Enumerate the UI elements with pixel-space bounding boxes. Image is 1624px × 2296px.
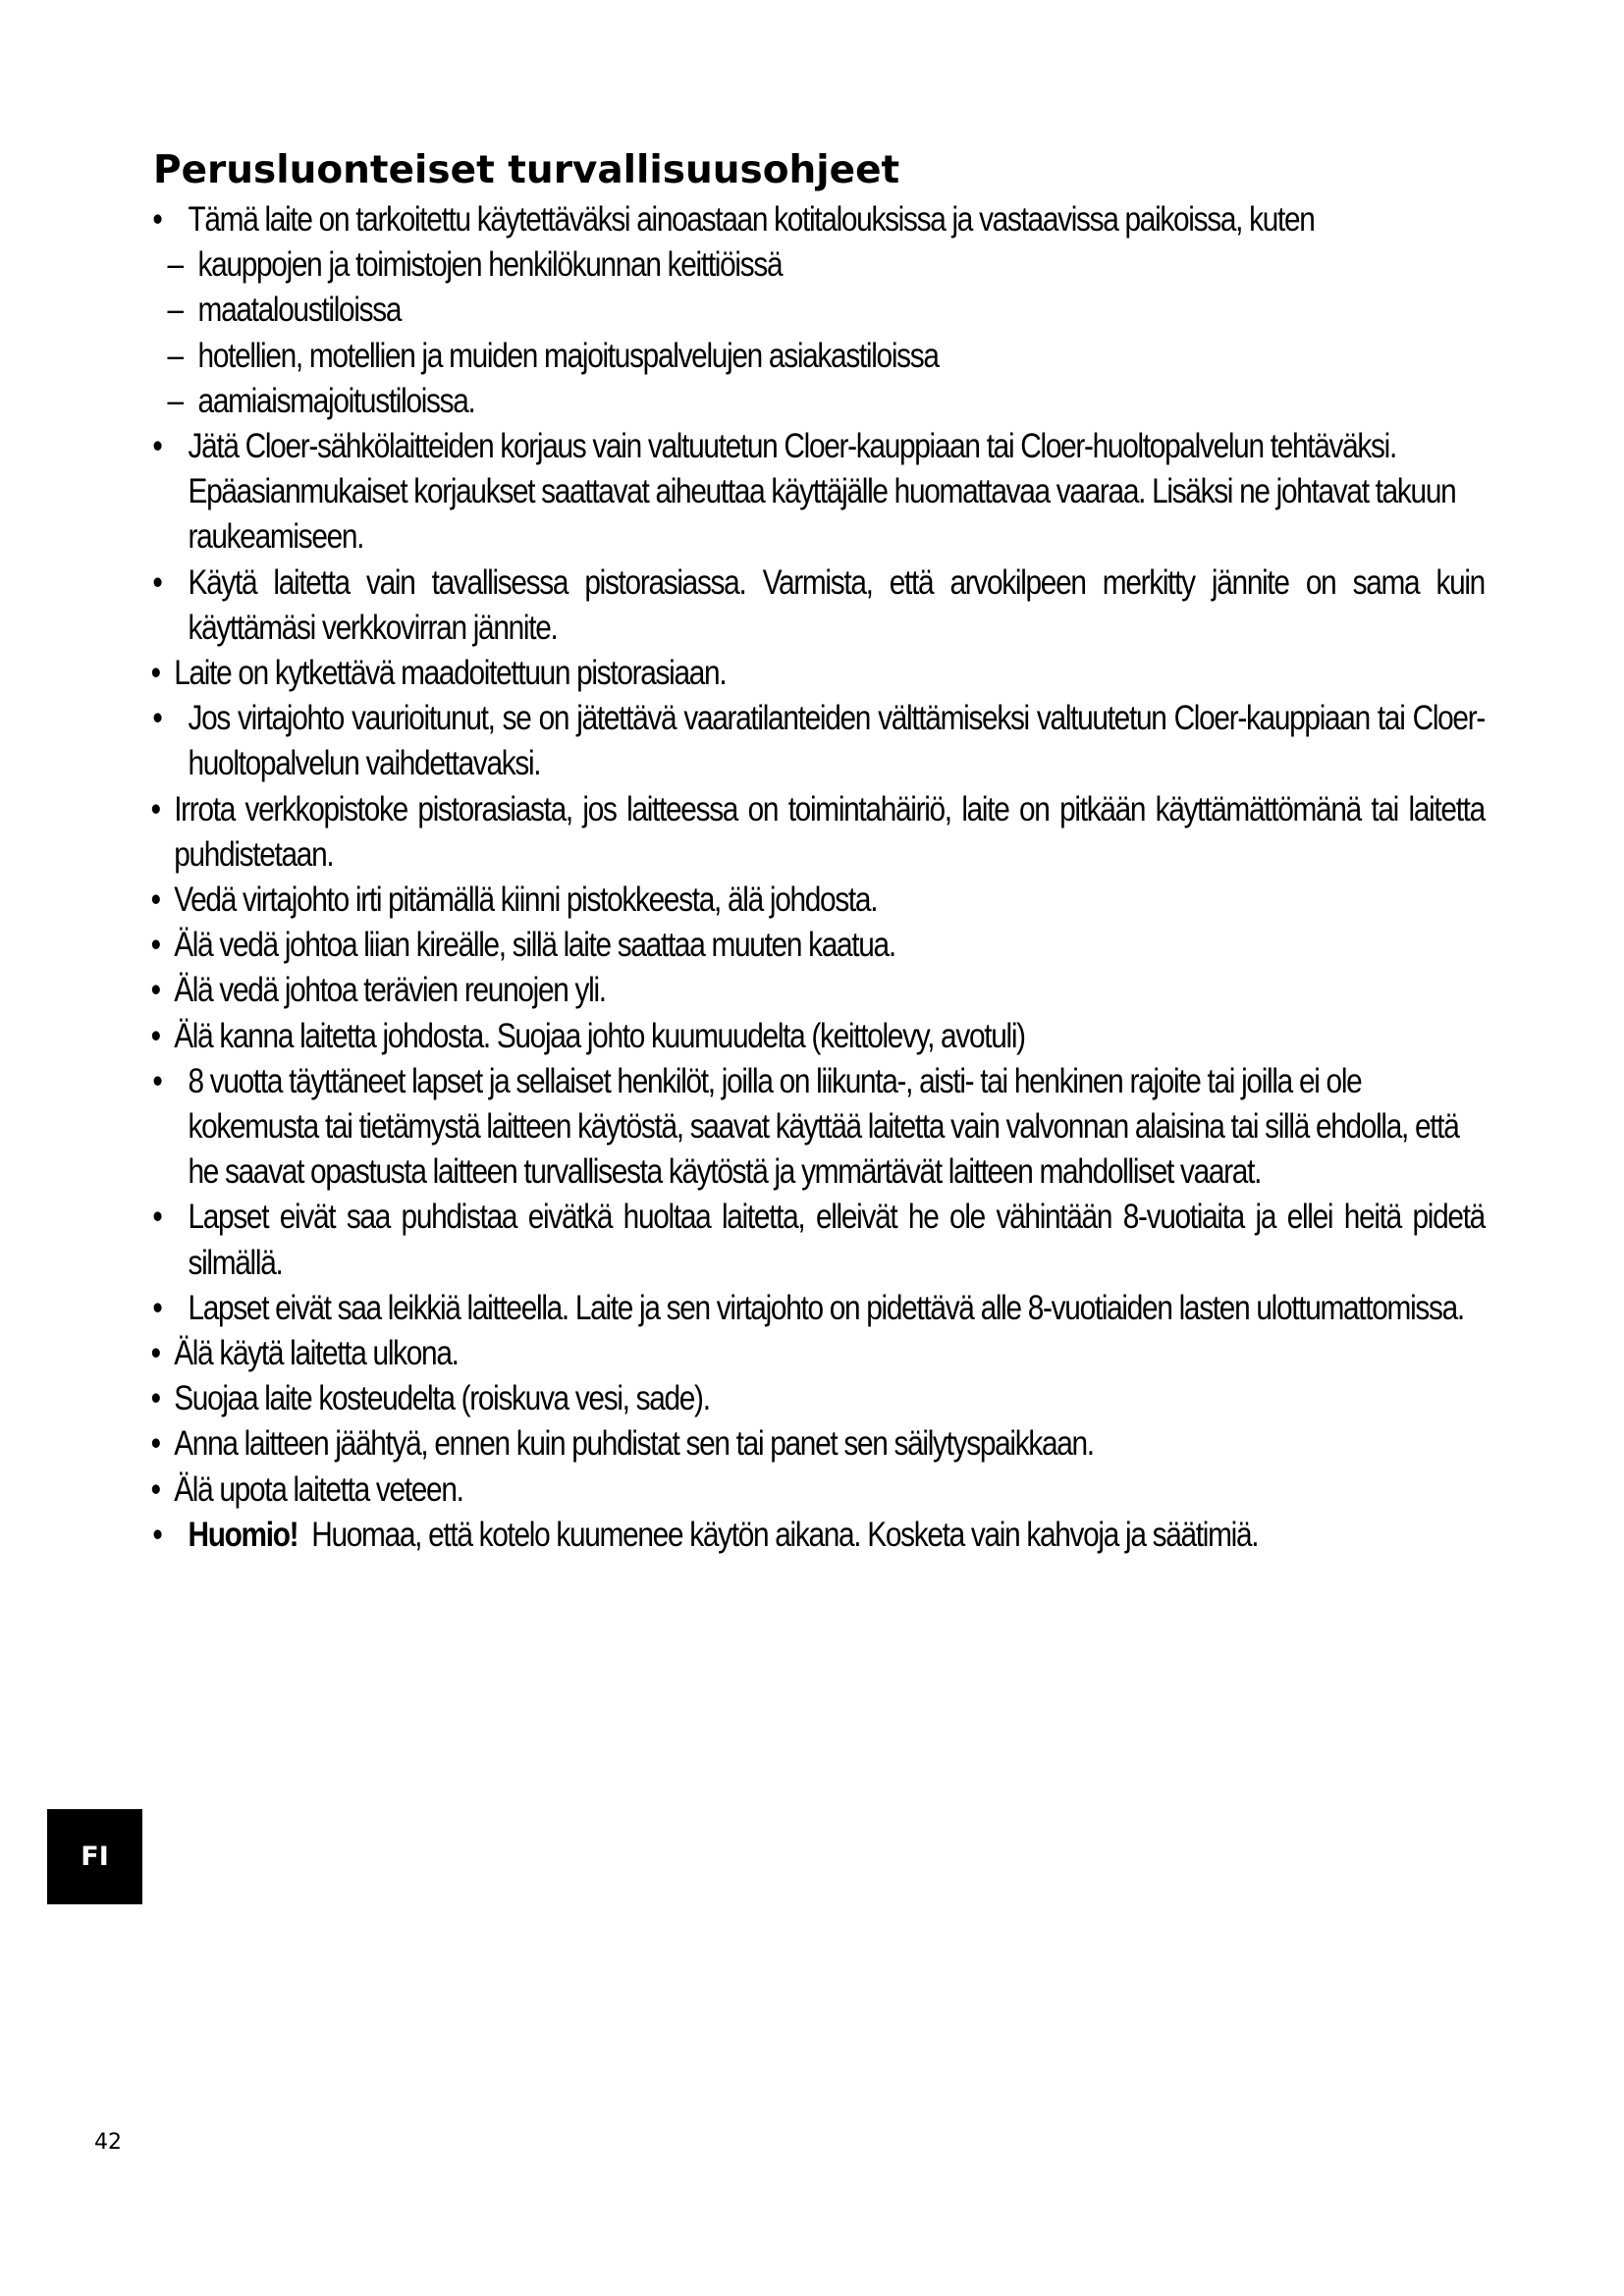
bullet: •	[150, 1468, 160, 1509]
dash: –	[167, 335, 183, 375]
dash: –	[167, 380, 183, 420]
sub-list-item	[149, 378, 1485, 423]
sub-list-item-text: maataloustiloissa	[197, 290, 402, 330]
sub-list-item	[149, 287, 1485, 332]
list-item-text: Anna laitteen jäähtyä, ennen kuin puhdistat sen tai panet sen säilytyspaikkaan.	[174, 1423, 1094, 1464]
bullet: •	[150, 788, 160, 828]
safety-instructions-list	[149, 196, 1485, 1557]
warning-label: Huomio!	[188, 1514, 298, 1554]
sub-list-item	[149, 333, 1485, 378]
list-item-text: Älä vedä johtoa liian kireälle, sillä laite saattaa muuten kaatua.	[174, 925, 895, 965]
list-item	[149, 1512, 1485, 1557]
list-item-text: Lapset eivät saa puhdistaa eivätkä huoltaa laitetta, elleivät he ole vähintään 8-vuotiaita ja ellei heitä pidetä silmällä.	[188, 1197, 1485, 1282]
list-item-text	[188, 1512, 1484, 1557]
list-item	[149, 196, 1485, 241]
page-number: 42	[94, 2130, 122, 2155]
list-item	[149, 1194, 1485, 1284]
list-item	[149, 877, 1485, 922]
list-item-text: Lapset eivät saa leikkiä laitteella. Laite ja sen virtajohto on pidettävä alle 8-vuotiaiden lasten ulottumattomissa.	[188, 1287, 1464, 1327]
dash: –	[167, 290, 183, 330]
sub-list-item	[149, 241, 1485, 287]
bullet: •	[152, 1197, 162, 1237]
list-item	[149, 1375, 1485, 1420]
language-badge: FI	[47, 1809, 142, 1904]
bullet: •	[152, 1514, 162, 1554]
list-item	[149, 1420, 1485, 1466]
bullet: •	[152, 199, 162, 239]
list-item	[149, 1058, 1485, 1195]
list-item-text: Älä kanna laitetta johdosta. Suojaa johto kuumuudelta (keittolevy, avotuli)	[174, 1015, 1025, 1055]
bullet: •	[150, 1378, 160, 1418]
list-item-text: Suojaa laite kosteudelta (roiskuva vesi, sade).	[174, 1378, 710, 1418]
list-item	[149, 650, 1485, 695]
list-item	[149, 1285, 1485, 1330]
list-item-text: 8 vuotta täyttäneet lapset ja sellaiset henkilöt, joilla on liikunta-, aisti- tai henkinen rajoite tai joilla ei ole kokemusta tai tietämystä laitteen käytöstä, saavat käyttää laitetta vain valvonnan alaisina tai sillä ehdolla, että he saavat opastusta laitteen turvallisesta käytöstä ja ymmärtävät laitteen mahdolliset vaarat.	[188, 1060, 1459, 1192]
list-item	[149, 695, 1485, 785]
list-item-text: Vedä virtajohto irti pitämällä kiinni pistokkeesta, älä johdosta.	[174, 880, 878, 920]
bullet: •	[150, 925, 160, 965]
bullet: •	[150, 1423, 160, 1464]
sub-list-item-text: kauppojen ja toimistojen henkilökunnan keittiöissä	[197, 244, 783, 285]
sub-list-item-text: hotellien, motellien ja muiden majoituspalvelujen asiakastiloissa	[197, 335, 939, 375]
list-item-text: Tämä laite on tarkoitettu käytettäväksi ainoastaan kotitalouksissa ja vastaavissa paikoissa, kuten	[188, 199, 1315, 239]
list-item-text: Irrota verkkopistoke pistorasiasta, jos laitteessa on toimintahäiriö, laite on pitkään käyttämättömänä tai laitetta puhdistetaan.	[174, 788, 1485, 874]
list-item	[149, 423, 1485, 560]
bullet: •	[150, 880, 160, 920]
list-item-text: Älä upota laitetta veteen.	[174, 1468, 463, 1509]
bullet: •	[152, 1060, 162, 1100]
bullet: •	[150, 1333, 160, 1373]
bullet: •	[150, 653, 160, 693]
sub-list-item-text: aamiaismajoitustiloissa.	[197, 380, 475, 420]
list-item	[149, 1013, 1485, 1058]
list-item	[149, 560, 1485, 650]
bullet: •	[152, 426, 162, 466]
page-title: Perusluonteiset turvallisuusohjeet	[153, 148, 900, 192]
bullet: •	[150, 1015, 160, 1055]
bullet: •	[152, 1287, 162, 1327]
bullet: •	[152, 561, 162, 602]
list-item	[149, 967, 1485, 1012]
list-item-text: Älä vedä johtoa terävien reunojen yli.	[174, 970, 606, 1010]
dash: –	[167, 244, 183, 285]
bullet: •	[150, 970, 160, 1010]
list-item	[149, 786, 1485, 877]
list-item-text: Älä käytä laitetta ulkona.	[174, 1333, 459, 1373]
list-item-text: Jätä Cloer-sähkölaitteiden korjaus vain valtuutetun Cloer-kauppiaan tai Cloer-huoltopalvelun tehtäväksi. Epäasianmukaiset korjaukset saattavat aiheuttaa käyttäjälle huomattavaa vaaraa. Lisäksi ne johtavat takuun raukeamiseen.	[188, 426, 1456, 557]
list-item	[149, 1330, 1485, 1375]
list-item-text: Käytä laitetta vain tavallisessa pistorasiassa. Varmista, että arvokilpeen merkitty jännite on sama kuin käyttämäsi verkkovirran jännite.	[188, 561, 1485, 647]
list-item-text: Jos virtajohto vaurioitunut, se on jätettävä vaaratilanteiden välttämiseksi valtuutetun Cloer-kauppiaan tai Cloer-huoltopalvelun vaihdettavaksi.	[188, 698, 1485, 783]
list-item	[149, 1467, 1485, 1512]
list-item	[149, 922, 1485, 967]
warning-text: Huomaa, että kotelo kuumenee käytön aikana. Kosketa vain kahvoja ja säätimiä.	[311, 1514, 1259, 1554]
bullet: •	[152, 698, 162, 738]
list-item-text: Laite on kytkettävä maadoitettuun pistorasiaan.	[174, 653, 727, 693]
